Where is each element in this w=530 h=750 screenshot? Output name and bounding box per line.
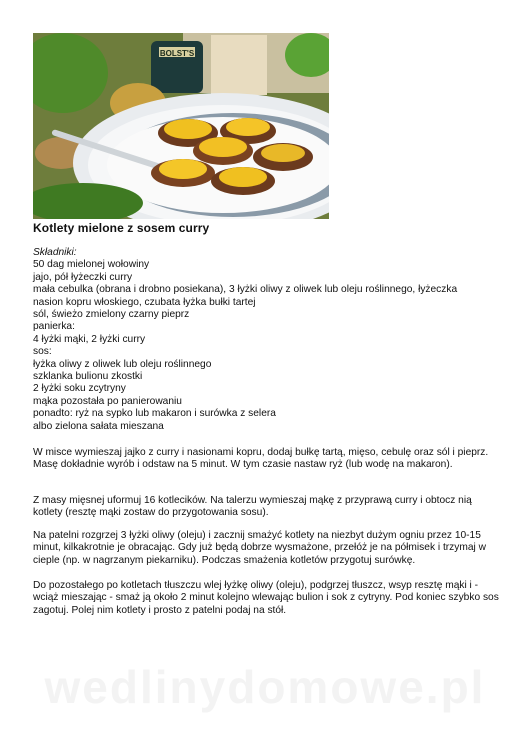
step-paragraph-2: Z masy mięsnej uformuj 16 kotlecików. Na talerzu wymieszaj mąkę z przyprawą curry i obtocz nią kotlety (resztę mąki zostaw do przygotowania sosu). (33, 495, 472, 519)
recipe-photo (33, 33, 329, 219)
ingredient-line: szklanka bulionu zkostki (33, 371, 143, 383)
ingredient-line: albo zielona sałata mieszana (33, 420, 164, 432)
ingredient-line: sos: (33, 346, 52, 358)
step-paragraph-3: Na patelni rozgrzej 3 łyżki oliwy (oleju) i zacznij smażyć kotlety na niezbyt dużym ogniu przez 10-15 minut, kilkakrotnie je obracając. Gdy już będą dobrze wysmażone, przełóż je na półmisek i trzymaj w cieple (np. w nagrzanym piekarniku). Podczas smażenia kotletów przygotuj surówkę. (33, 530, 486, 566)
ingredient-line: mała cebulka (obrana i drobno posiekana), 3 łyżki oliwy z oliwek lub oleju roślinnego, łyżeczka (33, 284, 458, 296)
ingredient-line: panierka: (33, 321, 75, 333)
jar-label: BOLST'S (159, 49, 195, 58)
ingredients-heading: Składniki: (33, 247, 77, 258)
ingredient-line: łyżka oliwy z oliwek lub oleju roślinnego (33, 358, 212, 370)
ingredient-line: 50 dag mielonej wołowiny (33, 259, 150, 271)
ingredient-line: mąka pozostała po panierowaniu (33, 395, 182, 407)
ingredient-line: jajo, pół łyżeczki curry (33, 271, 133, 283)
ingredient-line: 2 łyżki soku zcytryny (33, 383, 126, 395)
watermark: wedlinydomowe.pl (44, 661, 486, 713)
ingredient-line: sól, świeżo zmielony czarny pieprz (33, 309, 190, 321)
ingredients-list (33, 247, 503, 433)
ingredient-line: nasion kopru włoskiego, czubata łyżka bułki tartej (33, 296, 256, 308)
step-paragraph-1: W misce wymieszaj jajko z curry i nasionami kopru, dodaj bułkę tartą, mięso, cebulę oraz sól i pieprz. Masę dokładnie wyrób i odstaw na 5 minut. W tym czasie nastaw ryż (lub wodę na makaron). (33, 447, 489, 471)
ingredient-line: 4 łyżki mąki, 2 łyżki curry (33, 333, 146, 345)
recipe-title: Kotlety mielone z sosem curry (33, 221, 210, 235)
step-paragraph-4: Do pozostałego po kotletach tłuszczu wlej łyżkę oliwy (oleju), podgrzej tłuszcz, wsyp resztę mąki i - wciąż mieszając - smaż ją około 2 minut kolejno wlewając bulion i sok z cytryny. Pod koniec szybko sos zagotuj. Polej nim kotlety i prosto z patelni podaj na stół. (33, 580, 499, 616)
ingredient-line: ponadto: ryż na sypko lub makaron i surówka z selera (33, 408, 276, 420)
